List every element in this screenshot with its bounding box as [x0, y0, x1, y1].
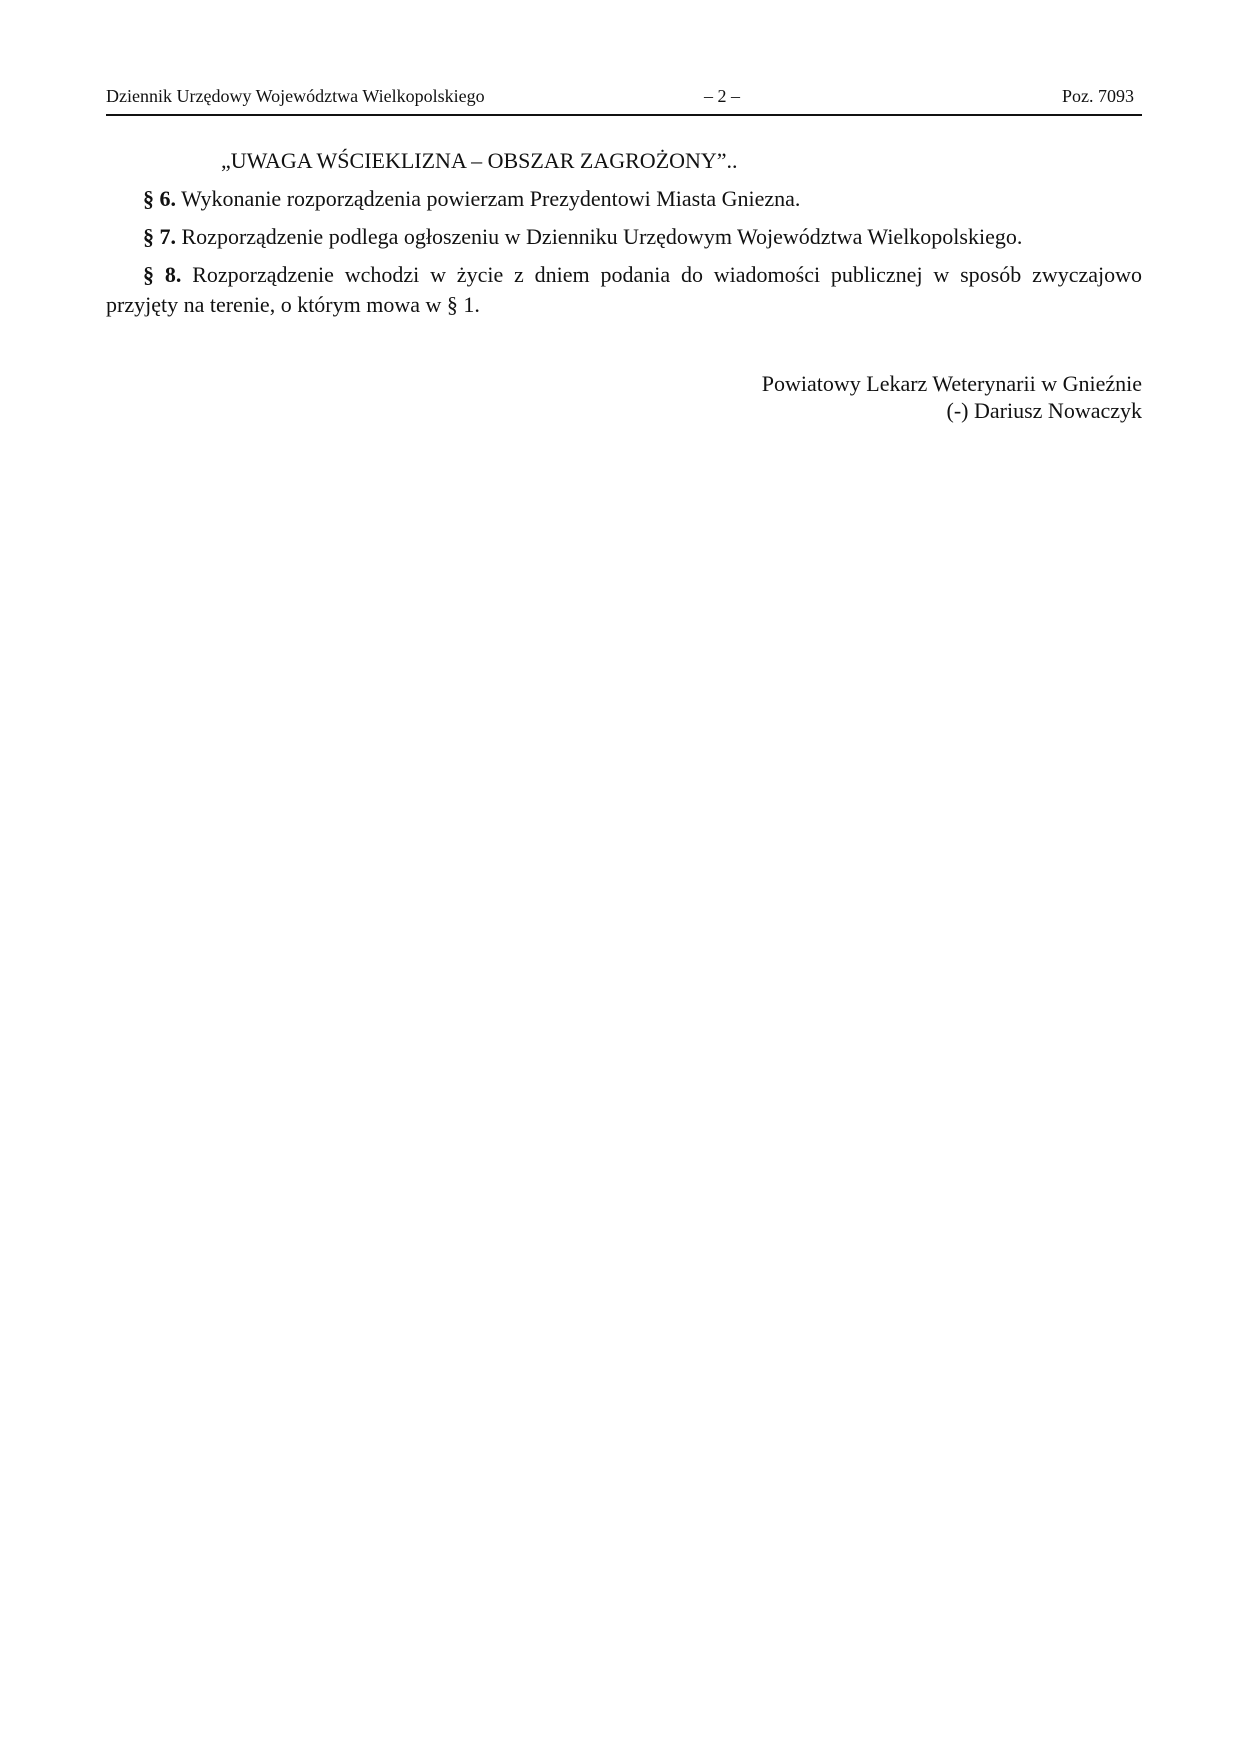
signature-block: [762, 370, 1142, 424]
paragraph-8-text: Rozporządzenie wchodzi w życie z dniem podania do wiadomości publicznej w sposób zwyczajowo przyjęty na terenie, o którym mowa w § 1.: [106, 262, 1143, 317]
paragraph-6-label: § 6.: [143, 186, 176, 211]
paragraph-8: [106, 260, 1142, 320]
warning-quote: „UWAGA WŚCIEKLIZNA – OBSZAR ZAGROŻONY”..: [221, 148, 738, 173]
document-body: [106, 146, 1142, 328]
journal-title: Dziennik Urzędowy Województwa Wielkopolskiego: [106, 86, 485, 106]
signature-name: (-) Dariusz Nowaczyk: [946, 398, 1142, 423]
signature-office: Powiatowy Lekarz Weterynarii w Gnieźnie: [761, 371, 1142, 396]
page-number: – 2 –: [704, 86, 740, 106]
page-header: [106, 84, 1142, 116]
position-number: Poz. 7093: [1062, 86, 1134, 106]
paragraph-6: [106, 184, 1142, 214]
paragraph-7-label: § 7.: [143, 224, 176, 249]
paragraph-7-text: Rozporządzenie podlega ogłoszeniu w Dzienniku Urzędowym Województwa Wielkopolskiego.: [181, 224, 1023, 249]
paragraph-8-label: § 8.: [143, 262, 182, 287]
paragraph-6-text: Wykonanie rozporządzenia powierzam Prezydentowi Miasta Gniezna.: [181, 186, 801, 211]
paragraph-7: [106, 222, 1142, 252]
